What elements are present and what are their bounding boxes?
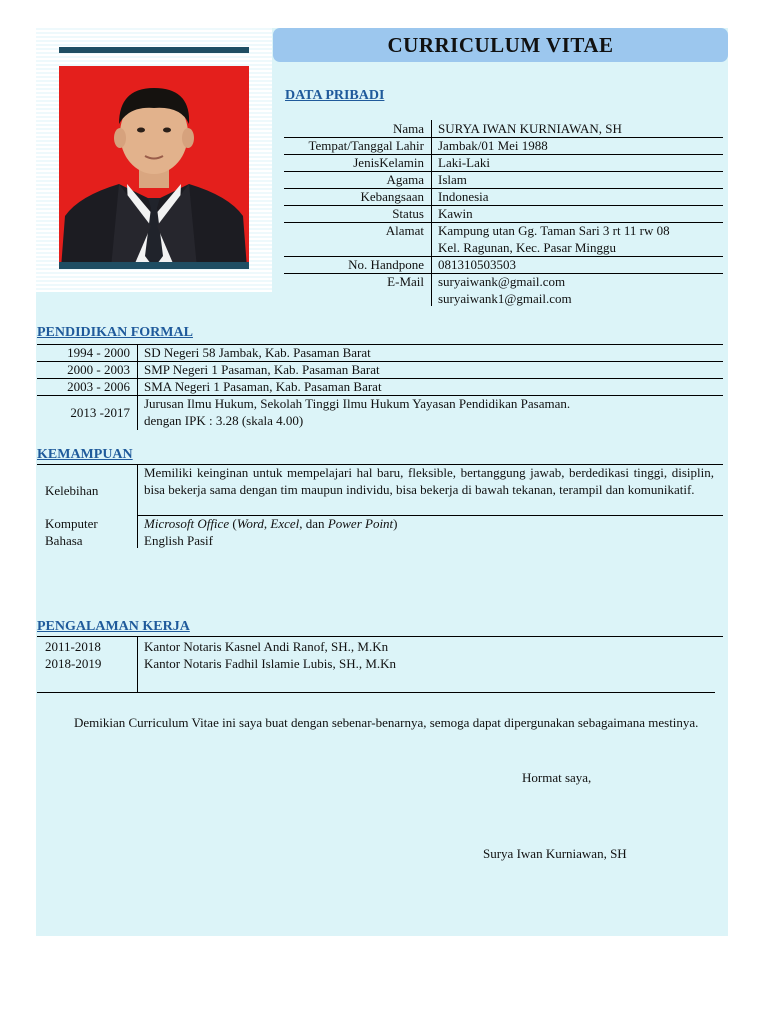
personal-value: suryaiwank@gmail.com	[438, 274, 566, 289]
photo-bottom-bar	[59, 262, 249, 269]
personal-value: Kawin	[438, 206, 473, 221]
skills-bahasa-label: Bahasa	[45, 533, 83, 548]
personal-value-line2: suryaiwank1@gmail.com	[438, 291, 572, 306]
personal-value-line2: Kel. Ragunan, Kec. Pasar Minggu	[438, 240, 616, 255]
experience-place: Kantor Notaris Fadhil Islamie Lubis, SH., M.Kn	[144, 656, 397, 671]
cv-title-banner	[273, 28, 728, 62]
komputer-part: )	[393, 516, 398, 531]
personal-divider	[431, 120, 432, 306]
education-school-line2: dengan IPK : 3.28 (skala 4.00)	[144, 413, 304, 428]
section-experience-heading: PENGALAMAN KERJA	[37, 619, 190, 634]
personal-value: 081310503503	[438, 257, 516, 272]
section-skills-heading: KEMAMPUAN	[37, 447, 133, 462]
experience-place: Kantor Notaris Kasnel Andi Ranof, SH., M.Kn	[144, 639, 389, 654]
personal-label: No. Handpone	[348, 257, 424, 272]
komputer-part: Power Point	[327, 516, 394, 531]
personal-label: Tempat/Tanggal Lahir	[308, 138, 424, 153]
personal-label: Kebangsaan	[360, 189, 424, 204]
experience-years: 2018-2019	[45, 656, 102, 671]
skills-kelebihan-label: Kelebihan	[45, 483, 99, 498]
education-row-rule	[37, 361, 723, 362]
skills-divider	[137, 464, 138, 548]
education-years: 2000 - 2003	[67, 362, 130, 377]
komputer-part: (	[229, 516, 237, 531]
personal-value: Islam	[438, 172, 467, 187]
komputer-part: , dan	[299, 516, 328, 531]
education-school: SMP Negeri 1 Pasaman, Kab. Pasaman Barat	[144, 362, 380, 377]
experience-top-rule	[37, 636, 723, 637]
komputer-part: Microsoft Office	[144, 516, 230, 531]
education-school: SMA Negeri 1 Pasaman, Kab. Pasaman Barat	[144, 379, 382, 394]
education-years: 2013 -2017	[70, 405, 130, 420]
signature-name: Surya Iwan Kurniawan, SH	[483, 846, 627, 861]
education-school: Jurusan Ilmu Hukum, Sekolah Tinggi Ilmu Hukum Yayasan Pendidikan Pasaman.	[144, 396, 571, 411]
education-divider	[137, 344, 138, 430]
page-title: CURRICULUM VITAE	[387, 32, 614, 57]
komputer-part: Word	[236, 516, 264, 531]
personal-value: Indonesia	[438, 189, 489, 204]
skills-bahasa-value: English Pasif	[144, 533, 213, 548]
personal-label: Agama	[386, 172, 424, 187]
education-years: 1994 - 2000	[67, 345, 130, 360]
education-top-rule	[37, 344, 723, 345]
komputer-part: ,	[263, 516, 271, 531]
personal-value: Laki-Laki	[438, 155, 490, 170]
komputer-part: Excel	[270, 516, 300, 531]
personal-value: Kampung utan Gg. Taman Sari 3 rt 11 rw 08	[438, 223, 670, 238]
closing-regards: Hormat saya,	[522, 770, 592, 785]
closing-paragraph: Demikian Curriculum Vitae ini saya buat dengan sebenar-benarnya, semoga dapat dipergunakan sebagaimana mestinya.	[74, 715, 699, 730]
personal-value: Jambak/01 Mei 1988	[438, 138, 548, 153]
photo-top-bar	[59, 47, 249, 53]
section-education-heading: PENDIDIKAN FORMAL	[37, 325, 193, 340]
education-years: 2003 - 2006	[67, 379, 130, 394]
personal-label: E-Mail	[387, 274, 424, 289]
personal-label: Alamat	[385, 223, 424, 238]
skills-kelebihan-text: Memiliki keinginan untuk mempelajari hal baru, fleksible, bertanggung jawab, berdedikasi tinggi, disiplin, bisa bekerja sama dengan tim maupun individu, bisa bekerja di bawah tekanan, terampil dan komunikatif.	[144, 465, 714, 497]
profile-photo	[59, 66, 249, 268]
skills-komputer-value	[144, 515, 398, 532]
experience-years: 2011-2018	[45, 639, 101, 654]
personal-label: JenisKelamin	[353, 155, 424, 170]
skills-komputer-label: Komputer	[45, 516, 98, 531]
personal-value: SURYA IWAN KURNIAWAN, SH	[438, 121, 622, 136]
section-personal-heading: DATA PRIBADI	[285, 88, 385, 103]
education-school: SD Negeri 58 Jambak, Kab. Pasaman Barat	[144, 345, 371, 360]
personal-label: Nama	[392, 121, 424, 136]
experience-divider	[137, 636, 138, 692]
experience-bottom-rule	[37, 692, 715, 693]
personal-label: Status	[392, 206, 424, 221]
